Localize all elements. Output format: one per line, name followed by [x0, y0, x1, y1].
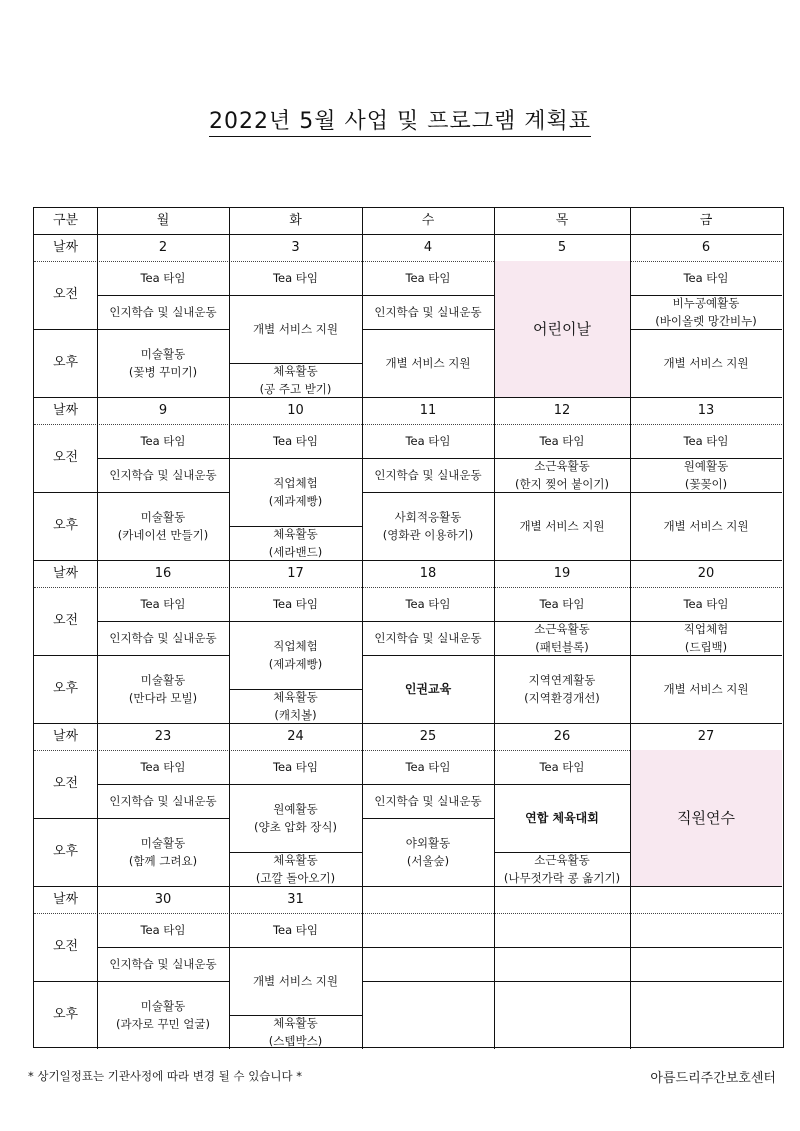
date-cell: 13	[697, 402, 715, 418]
pm-label: 오후	[52, 355, 79, 370]
activity-cell: 미술활동 (함께 그려요)	[128, 836, 198, 868]
activity-cell	[630, 913, 782, 947]
date-cell	[362, 886, 494, 913]
activity-cell	[494, 913, 630, 947]
am-label: 오전	[52, 613, 79, 628]
column-divider	[229, 208, 230, 1049]
activity-cell: Tea 타임	[272, 271, 319, 285]
activity-cell: 직원연수	[630, 750, 782, 886]
column-divider	[494, 208, 495, 1049]
header-day: 월	[156, 213, 170, 228]
activity-cell: Tea 타임	[272, 923, 319, 937]
date-cell	[494, 886, 630, 913]
activity-cell: 직업체험 (드립백)	[683, 622, 729, 654]
date-cell: 24	[287, 728, 304, 744]
activity-cell: Tea 타임	[405, 434, 451, 448]
activity-cell: 어린이날	[494, 261, 630, 397]
activity-cell: 개별 서비스 지원	[519, 519, 605, 533]
activity-cell: 소근육활동 (패턴블록)	[534, 622, 590, 654]
activity-cell: 소근육활동 (나무젓가락 콩 옮기기)	[503, 853, 621, 885]
footer-note: * 상기일정표는 기관사정에 따라 변경 될 수 있습니다 *	[28, 1069, 303, 1083]
pm-label: 오후	[52, 1007, 79, 1022]
activity-cell: 체육활동 (고깔 돌아오기)	[255, 853, 336, 885]
page-title-text: 2022년 5월 사업 및 프로그램 계획표	[209, 109, 591, 137]
activity-cell: 비누공예활동 (바이올렛 망간비누)	[655, 296, 757, 328]
ampm-divider	[34, 492, 97, 493]
activity-cell: 직업체험 (제과제빵)	[268, 476, 323, 508]
date-cell: 20	[697, 565, 715, 581]
activity-cell: 지역연계활동 (지역환경개선)	[524, 673, 600, 705]
activity-cell: Tea 타임	[140, 597, 186, 611]
activity-cell: 인지학습 및 실내운동	[374, 468, 482, 482]
activity-cell: Tea 타임	[140, 271, 186, 285]
activity-cell: Tea 타임	[405, 597, 451, 611]
activity-cell: 미술활동 (만다라 모빌)	[128, 673, 198, 705]
activity-cell: 야외활동 (서울숲)	[405, 836, 451, 868]
header-day: 금	[699, 213, 713, 228]
date-label: 날짜	[52, 402, 79, 418]
header-day: 화	[289, 213, 302, 228]
activity-cell: Tea 타임	[405, 271, 451, 285]
header-category: 구분	[52, 213, 79, 228]
activity-cell: 개별 서비스 지원	[385, 356, 471, 370]
ampm-divider	[34, 655, 97, 656]
activity-cell: Tea 타임	[272, 434, 319, 448]
activity-cell: Tea 타임	[140, 760, 186, 774]
am-label: 오전	[52, 776, 79, 791]
activity-cell: 인지학습 및 실내운동	[109, 957, 217, 971]
date-cell: 30	[154, 891, 172, 907]
activity-cell	[362, 981, 494, 1049]
pm-label: 오후	[52, 681, 79, 696]
date-cell: 6	[701, 239, 711, 255]
activity-cell: Tea 타임	[683, 597, 729, 611]
activity-cell: 인지학습 및 실내운동	[109, 631, 217, 645]
date-cell: 16	[154, 565, 172, 581]
activity-cell	[362, 947, 494, 981]
activity-cell: 인지학습 및 실내운동	[374, 631, 482, 645]
activity-cell: 인지학습 및 실내운동	[374, 794, 482, 808]
activity-cell: 소근육활동 (한지 찢어 붙이기)	[514, 459, 610, 491]
date-label: 날짜	[52, 891, 79, 907]
activity-cell: 직업체험 (제과제빵)	[268, 639, 323, 671]
header-day: 수	[421, 213, 435, 228]
activity-cell	[362, 913, 494, 947]
activity-cell: Tea 타임	[272, 597, 319, 611]
page-title	[0, 104, 800, 135]
center-name: 아름드리주간보호센터	[650, 1071, 776, 1086]
activity-cell: Tea 타임	[539, 434, 585, 448]
pm-label: 오후	[52, 518, 79, 533]
activity-cell: Tea 타임	[539, 597, 585, 611]
activity-cell: 원예활동 (양초 압화 장식)	[254, 802, 337, 834]
date-cell	[630, 886, 782, 913]
activity-cell: Tea 타임	[272, 760, 319, 774]
activity-cell: 체육활동 (세라밴드)	[268, 527, 323, 559]
date-cell: 12	[553, 402, 571, 418]
activity-cell: 인지학습 및 실내운동	[109, 305, 217, 319]
activity-cell: 미술활동 (과자로 꾸민 얼굴)	[115, 999, 211, 1031]
date-cell: 19	[553, 565, 571, 581]
date-cell: 2	[158, 239, 168, 255]
activity-cell: 미술활동 (꽃병 꾸미기)	[128, 347, 198, 379]
activity-cell: 개별 서비스 지원	[252, 322, 339, 336]
date-cell: 4	[423, 239, 433, 255]
date-cell: 26	[553, 728, 571, 744]
am-label: 오전	[52, 939, 79, 954]
date-cell: 9	[158, 402, 168, 418]
activity-cell: 개별 서비스 지원	[663, 356, 749, 370]
column-divider	[97, 208, 98, 1049]
activity-cell	[630, 947, 782, 981]
activity-cell: 미술활동 (카네이션 만들기)	[117, 510, 209, 542]
date-cell: 17	[287, 565, 304, 581]
activity-cell: Tea 타임	[683, 434, 729, 448]
ampm-divider	[34, 818, 97, 819]
date-cell: 10	[287, 402, 304, 418]
activity-cell: 인지학습 및 실내운동	[109, 468, 217, 482]
activity-cell: Tea 타임	[140, 923, 186, 937]
activity-cell: 개별 서비스 지원	[663, 519, 749, 533]
activity-cell: 원예활동 (꽃꽂이)	[683, 459, 729, 491]
date-cell: 18	[419, 565, 437, 581]
activity-cell: 체육활동 (공 주고 받기)	[259, 364, 332, 396]
activity-cell	[494, 947, 630, 981]
date-cell: 3	[291, 239, 300, 255]
date-label: 날짜	[52, 728, 79, 744]
activity-cell: Tea 타임	[140, 434, 186, 448]
am-label: 오전	[52, 287, 79, 302]
activity-cell: 개별 서비스 지원	[252, 974, 339, 988]
activity-cell: 연합 체육대회	[525, 811, 599, 825]
date-cell: 23	[154, 728, 172, 744]
column-divider	[630, 208, 631, 1049]
activity-cell: Tea 타임	[683, 271, 729, 285]
activity-cell: Tea 타임	[539, 760, 585, 774]
activity-cell: 인지학습 및 실내운동	[374, 305, 482, 319]
pm-label: 오후	[52, 844, 79, 859]
header-day: 목	[555, 213, 569, 228]
ampm-divider	[34, 329, 97, 330]
date-cell: 31	[287, 891, 304, 907]
activity-cell	[630, 981, 782, 1049]
activity-cell: 사회적응활동 (영화관 이용하기)	[382, 510, 474, 542]
activity-cell: 체육활동 (캐치볼)	[273, 690, 318, 722]
date-cell: 5	[557, 239, 567, 255]
date-cell: 11	[419, 402, 437, 418]
activity-cell: Tea 타임	[405, 760, 451, 774]
date-cell: 25	[419, 728, 437, 744]
column-divider	[362, 208, 363, 1049]
activity-cell	[494, 981, 630, 1049]
date-label: 날짜	[52, 239, 79, 255]
activity-cell: 인지학습 및 실내운동	[109, 794, 217, 808]
activity-cell: 체육활동 (스텝박스)	[268, 1016, 323, 1048]
ampm-divider	[34, 981, 97, 982]
schedule-table	[33, 207, 784, 1048]
date-cell: 27	[697, 728, 715, 744]
am-label: 오전	[52, 450, 79, 465]
activity-cell: 개별 서비스 지원	[663, 682, 749, 696]
date-label: 날짜	[52, 565, 79, 581]
activity-cell: 인권교육	[404, 682, 452, 696]
